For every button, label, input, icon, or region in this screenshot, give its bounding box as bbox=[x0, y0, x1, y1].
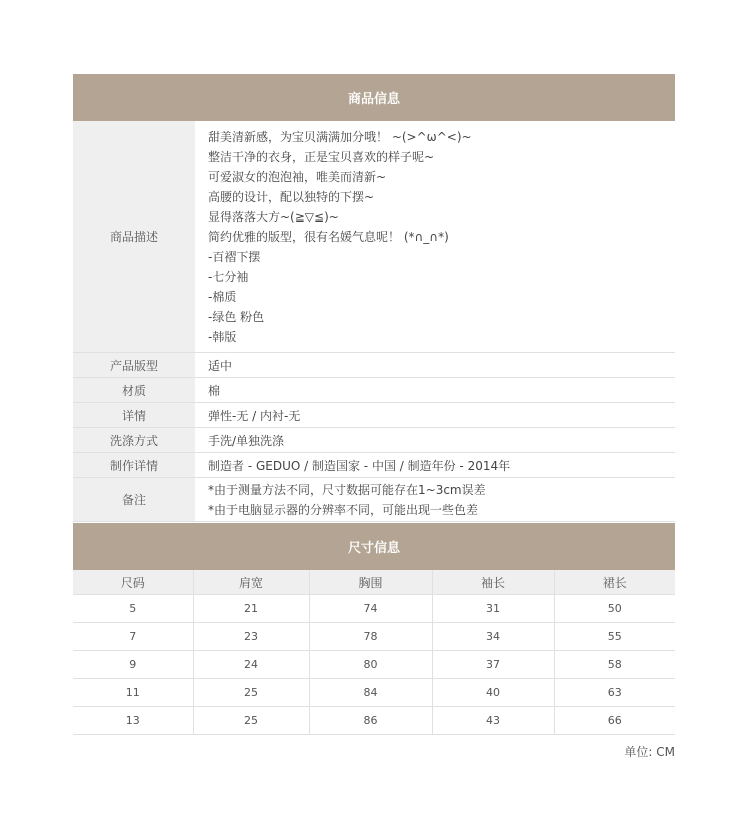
description-line: -七分袖 bbox=[208, 270, 249, 284]
info-label: 详情 bbox=[73, 403, 195, 428]
size-cell: 24 bbox=[193, 651, 309, 679]
size-cell: 11 bbox=[73, 679, 193, 707]
product-sheet bbox=[73, 74, 675, 760]
size-cell: 86 bbox=[309, 707, 432, 735]
info-label: 材质 bbox=[73, 378, 195, 403]
table-row bbox=[73, 595, 675, 623]
description-label: 商品描述 bbox=[73, 121, 195, 353]
size-header-cell: 裙长 bbox=[554, 570, 675, 595]
size-cell: 34 bbox=[432, 623, 554, 651]
size-cell: 25 bbox=[193, 707, 309, 735]
info-label: 制作详情 bbox=[73, 453, 195, 478]
size-cell: 23 bbox=[193, 623, 309, 651]
size-cell: 37 bbox=[432, 651, 554, 679]
product-info-header bbox=[73, 74, 675, 121]
size-cell: 80 bbox=[309, 651, 432, 679]
description-line: 高腰的设计，配以独特的下摆~ bbox=[208, 190, 375, 204]
table-row bbox=[73, 707, 675, 735]
size-cell: 31 bbox=[432, 595, 554, 623]
table-row bbox=[73, 623, 675, 651]
size-header-cell: 肩宽 bbox=[193, 570, 309, 595]
size-header-row bbox=[73, 570, 675, 595]
description-value bbox=[195, 121, 675, 353]
table-row bbox=[73, 679, 675, 707]
product-info-title: 商品信息 bbox=[347, 92, 400, 107]
note-line: *由于测量方法不同，尺寸数据可能存在1~3cm误差 bbox=[208, 483, 486, 497]
size-info-title: 尺寸信息 bbox=[347, 541, 400, 556]
size-cell: 58 bbox=[554, 651, 675, 679]
size-cell: 7 bbox=[73, 623, 193, 651]
size-cell: 55 bbox=[554, 623, 675, 651]
info-value: 适中 bbox=[195, 353, 675, 378]
note-line: *由于电脑显示器的分辨率不同，可能出现一些色差 bbox=[208, 503, 479, 517]
notes-value bbox=[195, 478, 675, 522]
unit-note: 单位: CM bbox=[624, 745, 675, 759]
size-cell: 13 bbox=[73, 707, 193, 735]
size-table bbox=[73, 570, 675, 735]
info-row-fit bbox=[73, 353, 675, 378]
size-table-body bbox=[73, 595, 675, 735]
info-row-material bbox=[73, 378, 675, 403]
description-line: -绿色 粉色 bbox=[208, 310, 265, 324]
description-line: -韩版 bbox=[208, 330, 237, 344]
size-info-header bbox=[73, 523, 675, 570]
size-cell: 5 bbox=[73, 595, 193, 623]
description-line: -百褶下摆 bbox=[208, 250, 261, 264]
info-row-production bbox=[73, 453, 675, 478]
info-value: 制造者 - GEDUO / 制造国家 - 中国 / 制造年份 - 2014年 bbox=[195, 453, 675, 478]
table-row bbox=[73, 651, 675, 679]
description-lines bbox=[208, 121, 675, 352]
size-cell: 40 bbox=[432, 679, 554, 707]
notes-label: 备注 bbox=[73, 478, 195, 522]
info-row-details bbox=[73, 403, 675, 428]
description-line: 整洁干净的衣身，正是宝贝喜欢的样子呢~ bbox=[208, 150, 435, 164]
size-cell: 66 bbox=[554, 707, 675, 735]
info-label: 产品版型 bbox=[73, 353, 195, 378]
size-header-cell: 袖长 bbox=[432, 570, 554, 595]
notes-row bbox=[73, 478, 675, 522]
description-line: 甜美清新感，为宝贝满满加分哦！ ~(>^ω^<)~ bbox=[208, 130, 472, 144]
size-header-cell: 尺码 bbox=[73, 570, 193, 595]
size-header-cell: 胸围 bbox=[309, 570, 432, 595]
size-cell: 78 bbox=[309, 623, 432, 651]
product-info-table bbox=[73, 121, 675, 522]
size-cell: 25 bbox=[193, 679, 309, 707]
size-cell: 74 bbox=[309, 595, 432, 623]
size-cell: 50 bbox=[554, 595, 675, 623]
description-line: -棉质 bbox=[208, 290, 237, 304]
size-cell: 43 bbox=[432, 707, 554, 735]
description-line: 显得落落大方~(≧▽≦)~ bbox=[208, 210, 339, 224]
info-value: 弹性-无 / 内衬-无 bbox=[195, 403, 675, 428]
description-line: 可爱淑女的泡泡袖，唯美而清新~ bbox=[208, 170, 387, 184]
info-value: 手洗/单独洗涤 bbox=[195, 428, 675, 453]
size-cell: 21 bbox=[193, 595, 309, 623]
description-row bbox=[73, 121, 675, 353]
info-value: 棉 bbox=[195, 378, 675, 403]
notes-lines bbox=[208, 478, 675, 521]
size-cell: 84 bbox=[309, 679, 432, 707]
info-label: 洗涤方式 bbox=[73, 428, 195, 453]
size-cell: 63 bbox=[554, 679, 675, 707]
description-line: 简约优雅的版型，很有名媛气息呢！ (*∩_∩*) bbox=[208, 230, 449, 244]
info-row-washing bbox=[73, 428, 675, 453]
size-cell: 9 bbox=[73, 651, 193, 679]
